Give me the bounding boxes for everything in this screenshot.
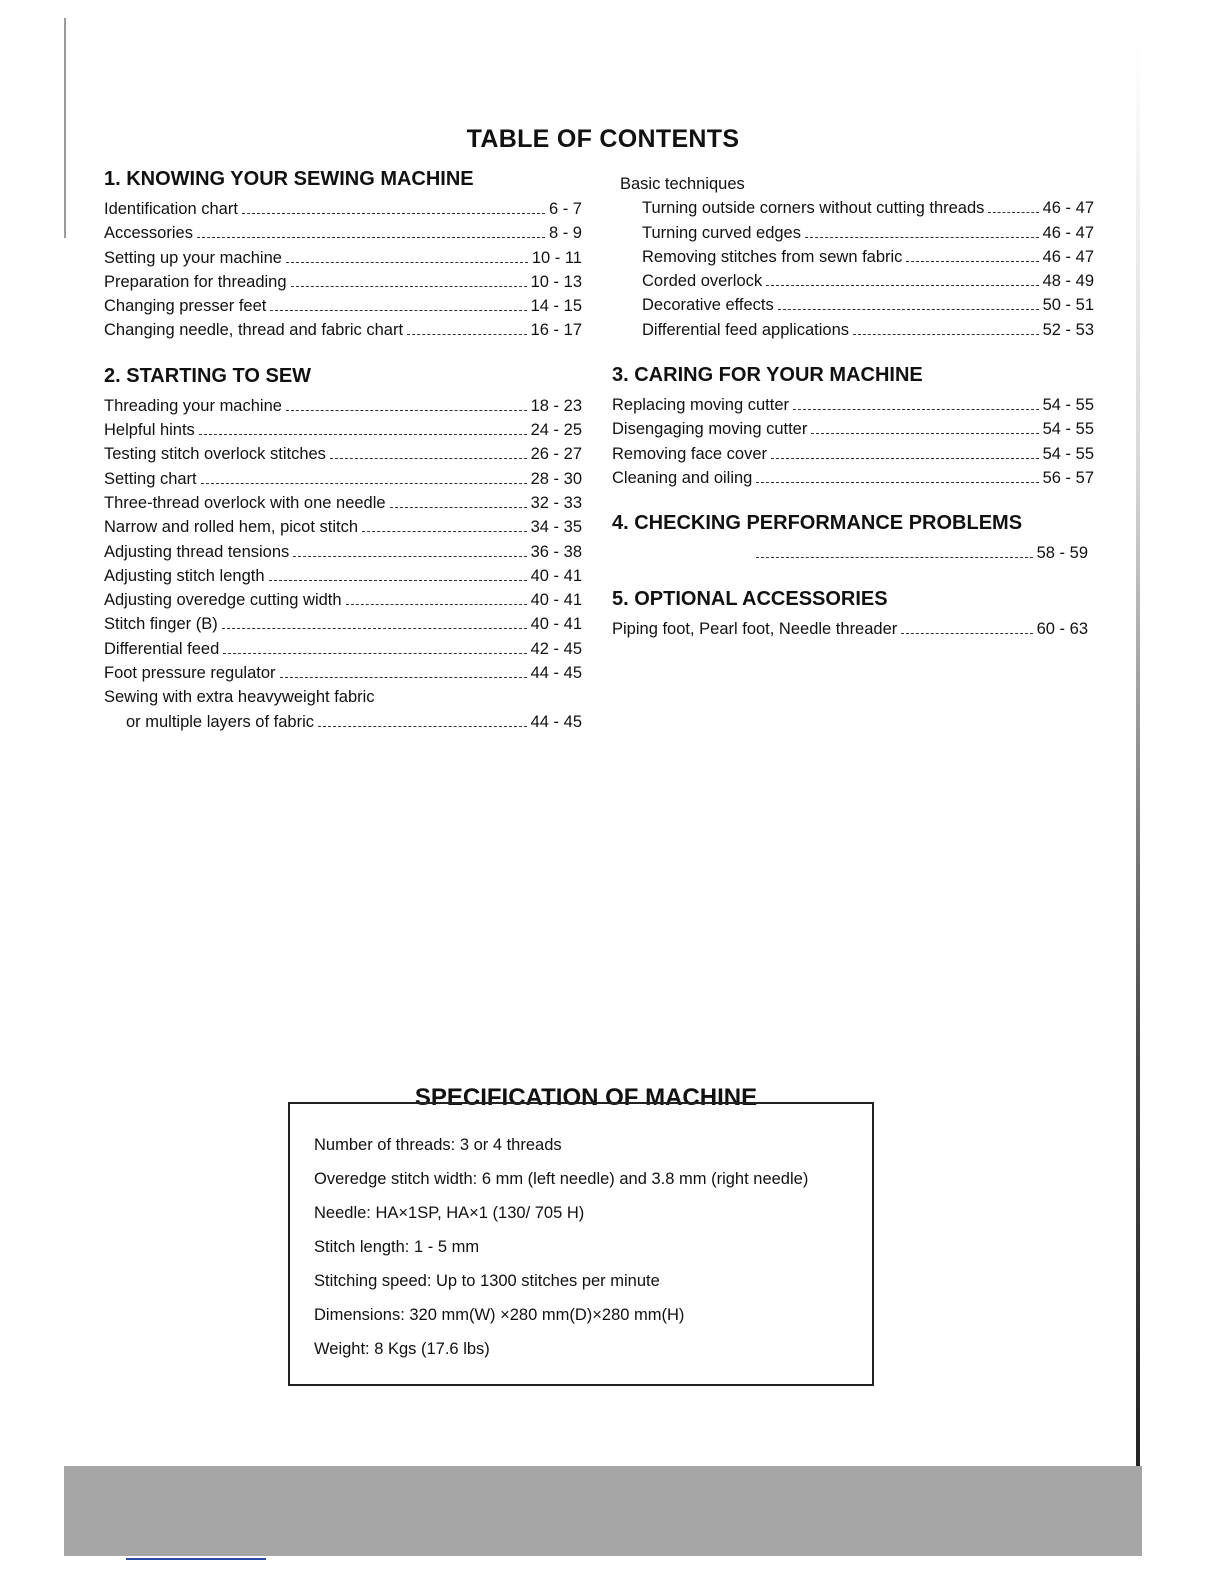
toc-section-problems bbox=[612, 512, 1094, 565]
entry-label: Decorative effects bbox=[642, 296, 774, 315]
entry-label: Narrow and rolled hem, picot stitch bbox=[104, 518, 359, 537]
entry-pages: 54 - 55 bbox=[1042, 444, 1094, 463]
entry-label: Preparation for threading bbox=[104, 272, 287, 291]
entry-label: Setting up your machine bbox=[104, 248, 282, 267]
entry-pages: 40 - 41 bbox=[530, 591, 582, 610]
entry-pages: 40 - 41 bbox=[530, 615, 582, 634]
entry-pages: 16 - 17 bbox=[530, 321, 582, 340]
entry-pages: 18 - 23 bbox=[530, 396, 582, 415]
toc-entry bbox=[104, 661, 582, 685]
entry-pages: 54 - 55 bbox=[1042, 396, 1094, 415]
section-title: 2. STARTING TO SEW bbox=[104, 364, 312, 387]
dot-leader bbox=[805, 237, 1039, 238]
dot-leader bbox=[901, 633, 1032, 634]
spec-line: Stitching speed: Up to 1300 stitches per minute bbox=[314, 1272, 660, 1290]
entry-label: Stitch finger (B) bbox=[104, 615, 218, 634]
dot-leader bbox=[362, 531, 527, 532]
entry-label: Piping foot, Pearl foot, Needle threader bbox=[612, 619, 898, 638]
spec-line: Dimensions: 320 mm(W) ×280 mm(D)×280 mm(H) bbox=[314, 1306, 685, 1324]
dot-leader bbox=[197, 237, 545, 238]
spec-box bbox=[288, 1102, 874, 1386]
spec-line: Number of threads: 3 or 4 threads bbox=[314, 1136, 562, 1154]
section-title: 3. CARING FOR YOUR MACHINE bbox=[612, 364, 923, 387]
dot-leader bbox=[407, 334, 527, 335]
entry-label: Removing stitches from sewn fabric bbox=[642, 247, 903, 266]
entry-label: Changing needle, thread and fabric chart bbox=[104, 321, 404, 340]
entry-pages: 46 - 47 bbox=[1042, 223, 1094, 242]
toc-entry bbox=[642, 196, 1094, 220]
toc-entry bbox=[104, 318, 582, 342]
toc-section-caring bbox=[612, 364, 1094, 490]
entry-label: Accessories bbox=[104, 224, 193, 243]
toc-left-column bbox=[104, 168, 582, 756]
dot-leader bbox=[811, 433, 1038, 434]
subsection-heading: Basic techniques bbox=[620, 175, 745, 193]
toc-entry bbox=[104, 637, 582, 661]
toc-entry bbox=[104, 394, 582, 418]
entry-pages: 10 - 11 bbox=[531, 248, 582, 267]
section-title: 4. CHECKING PERFORMANCE PROBLEMS bbox=[612, 512, 1023, 535]
dot-leader bbox=[199, 434, 527, 435]
spec-title: SPECIFICATION OF MACHINE bbox=[414, 1083, 758, 1111]
toc-entry-text: Sewing with extra heavyweight fabric bbox=[104, 688, 375, 707]
entry-pages: 44 - 45 bbox=[530, 712, 582, 731]
spec-line: Needle: HA×1SP, HA×1 (130/ 705 H) bbox=[314, 1204, 585, 1222]
toc-entry bbox=[104, 221, 582, 245]
entry-pages: 46 - 47 bbox=[1042, 247, 1094, 266]
dot-leader bbox=[906, 261, 1038, 262]
entry-pages: 52 - 53 bbox=[1042, 320, 1094, 339]
dot-leader bbox=[988, 212, 1038, 213]
entry-list bbox=[612, 393, 1094, 490]
entry-pages: 54 - 55 bbox=[1042, 420, 1094, 439]
dot-leader bbox=[242, 213, 545, 214]
entry-label: Cleaning and oiling bbox=[612, 468, 753, 487]
entry-pages: 50 - 51 bbox=[1042, 296, 1094, 315]
scan-edge-right bbox=[1136, 40, 1140, 1470]
dot-leader bbox=[318, 726, 527, 727]
entry-pages: 26 - 27 bbox=[530, 445, 582, 464]
toc-entry bbox=[104, 294, 582, 318]
dot-leader bbox=[390, 507, 527, 508]
dot-leader bbox=[291, 286, 527, 287]
toc-entry bbox=[612, 393, 1094, 417]
entry-label: Differential feed bbox=[104, 639, 220, 658]
dot-leader bbox=[222, 628, 527, 629]
entry-pages: 60 - 63 bbox=[1036, 619, 1088, 638]
entry-label: Removing face cover bbox=[612, 444, 767, 463]
entry-list bbox=[104, 394, 582, 686]
toc-entry bbox=[104, 612, 582, 636]
dot-leader bbox=[330, 458, 527, 459]
toc-entry bbox=[104, 588, 582, 612]
toc-entry bbox=[612, 617, 1088, 641]
toc-section-optional bbox=[612, 588, 1094, 641]
entry-list bbox=[612, 617, 1094, 641]
toc-right-column bbox=[612, 172, 1094, 663]
entry-label: Replacing moving cutter bbox=[612, 396, 790, 415]
entry-label: Changing presser feet bbox=[104, 297, 267, 316]
dot-leader bbox=[201, 483, 527, 484]
entry-pages: 40 - 41 bbox=[530, 566, 582, 585]
toc-entry bbox=[642, 221, 1094, 245]
entry-pages: 6 - 7 bbox=[548, 200, 582, 218]
toc-entry bbox=[104, 442, 582, 466]
entry-pages: 34 - 35 bbox=[530, 518, 582, 537]
entry-pages: 56 - 57 bbox=[1042, 468, 1094, 487]
entry-label: Differential feed applications bbox=[642, 320, 849, 339]
entry-pages: 32 - 33 bbox=[530, 493, 582, 512]
entry-label: Threading your machine bbox=[104, 396, 282, 415]
toc-section-starting-to-sew bbox=[104, 365, 582, 734]
dot-leader bbox=[853, 334, 1039, 335]
entry-label: Adjusting overedge cutting width bbox=[104, 591, 342, 610]
entry-pages: 8 - 9 bbox=[548, 224, 582, 243]
entry-pages: 24 - 25 bbox=[530, 421, 582, 440]
dot-leader bbox=[223, 653, 526, 654]
entry-pages: 28 - 30 bbox=[530, 469, 582, 488]
entry-label: Testing stitch overlock stitches bbox=[104, 445, 326, 464]
toc-entry bbox=[104, 491, 582, 515]
toc-entry bbox=[104, 270, 582, 294]
entry-pages: 58 - 59 bbox=[1036, 544, 1088, 563]
toc-entry bbox=[642, 318, 1094, 342]
dot-leader bbox=[766, 285, 1038, 286]
entry-pages: 44 - 45 bbox=[530, 664, 582, 683]
entry-label: or multiple layers of fabric bbox=[126, 712, 314, 731]
toc-entry bbox=[104, 540, 582, 564]
toc-entry bbox=[104, 246, 582, 270]
toc-entry bbox=[104, 564, 582, 588]
toc-basic-techniques bbox=[612, 172, 1094, 342]
dot-leader bbox=[346, 604, 527, 605]
entry-label: Corded overlock bbox=[642, 272, 763, 291]
dot-leader bbox=[286, 262, 528, 263]
dot-leader bbox=[756, 557, 1033, 558]
toc-entry bbox=[642, 293, 1094, 317]
scan-bottom-mark bbox=[126, 1558, 266, 1560]
toc-entry bbox=[104, 467, 582, 491]
section-title: 1. KNOWING YOUR SEWING MACHINE bbox=[104, 168, 474, 190]
entry-label: Setting chart bbox=[104, 469, 197, 488]
entry-label: Foot pressure regulator bbox=[104, 664, 276, 683]
entry-list bbox=[612, 196, 1094, 342]
entry-label: Identification chart bbox=[104, 200, 238, 218]
toc-entry bbox=[612, 417, 1094, 441]
entry-label: Turning curved edges bbox=[642, 223, 801, 242]
spec-line: Weight: 8 Kgs (17.6 lbs) bbox=[314, 1340, 490, 1358]
spec-line: Stitch length: 1 - 5 mm bbox=[314, 1238, 480, 1256]
entry-pages: 42 - 45 bbox=[530, 639, 582, 658]
scan-bottom-band bbox=[64, 1466, 1142, 1556]
section-title: 5. OPTIONAL ACCESSORIES bbox=[612, 587, 888, 610]
entry-label: Turning outside corners without cutting threads bbox=[642, 199, 985, 218]
toc-entry bbox=[642, 245, 1094, 269]
toc-section-knowing-machine bbox=[104, 168, 582, 343]
entry-pages: 14 - 15 bbox=[530, 297, 582, 316]
entry-list bbox=[612, 541, 1094, 565]
toc-entry bbox=[104, 418, 582, 442]
dot-leader bbox=[270, 310, 526, 311]
spec-line: Overedge stitch width: 6 mm (left needle) and 3.8 mm (right needle) bbox=[314, 1170, 809, 1188]
entry-label: Adjusting thread tensions bbox=[104, 542, 290, 561]
dot-leader bbox=[771, 458, 1039, 459]
entry-pages: 48 - 49 bbox=[1042, 272, 1094, 291]
entry-pages: 36 - 38 bbox=[530, 542, 582, 561]
dot-leader bbox=[793, 409, 1039, 410]
dot-leader bbox=[778, 309, 1039, 310]
dot-leader bbox=[756, 482, 1038, 483]
toc-entry bbox=[104, 515, 582, 539]
toc-entry bbox=[752, 541, 1088, 565]
dot-leader bbox=[293, 556, 526, 557]
toc-entry bbox=[612, 442, 1094, 466]
dot-leader bbox=[269, 580, 527, 581]
entry-pages: 10 - 13 bbox=[530, 272, 582, 291]
entry-list bbox=[104, 197, 582, 343]
entry-label: Helpful hints bbox=[104, 421, 195, 440]
toc-entry bbox=[104, 197, 582, 221]
entry-pages: 46 - 47 bbox=[1042, 199, 1094, 218]
dot-leader bbox=[280, 677, 527, 678]
entry-label: Three-thread overlock with one needle bbox=[104, 493, 386, 512]
toc-entry bbox=[104, 710, 582, 734]
toc-entry bbox=[612, 466, 1094, 490]
entry-label: Disengaging moving cutter bbox=[612, 420, 808, 439]
page-title: TABLE OF CONTENTS bbox=[466, 124, 740, 153]
toc-entry bbox=[642, 269, 1094, 293]
entry-label: Adjusting stitch length bbox=[104, 566, 265, 585]
dot-leader bbox=[286, 410, 527, 411]
